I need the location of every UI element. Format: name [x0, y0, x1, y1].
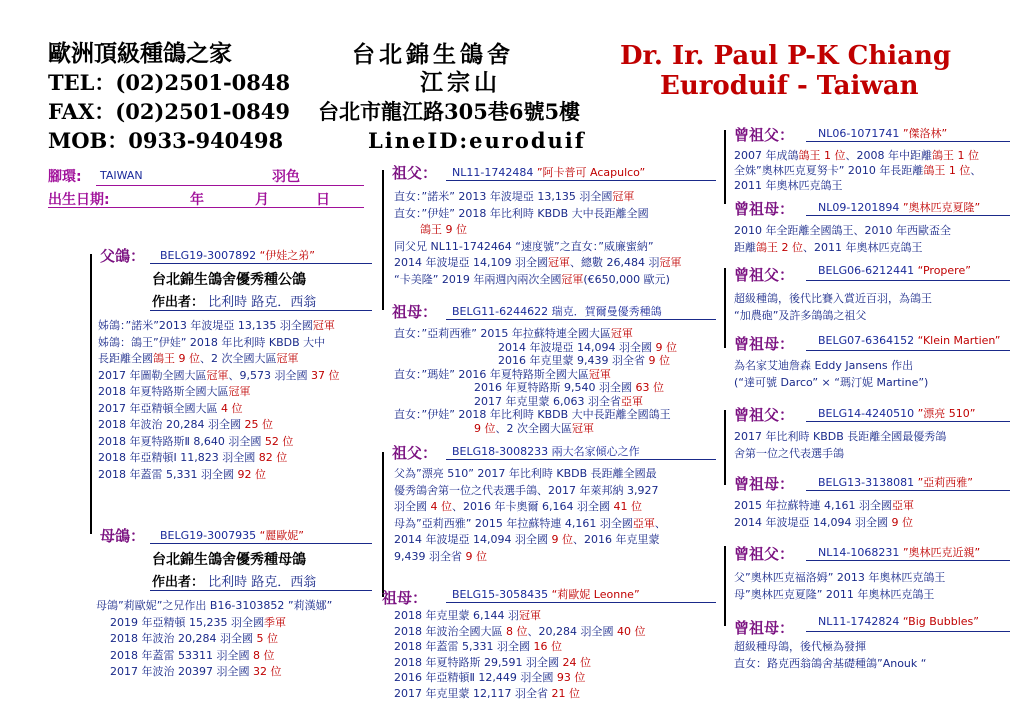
ggp3-ring: BELG14-4240510 ”漂亮 510”: [818, 407, 976, 420]
gm1-line: 2017 年克里蒙 6,063 羽全省亞軍: [474, 394, 643, 408]
ggm2-ring: BELG07-6364152 “Klein Martien”: [818, 334, 1001, 347]
dam-ring: BELG19-3007935 “麗歐妮”: [160, 529, 305, 542]
gm2-line: 2018 年克里蒙 6,144 羽冠軍: [394, 609, 541, 622]
ggp1-lines: [734, 148, 981, 193]
gm2-line: 2017 年克里蒙 12,117 羽全省 21 位: [394, 686, 580, 700]
ggp4-line: 母”奧林匹克夏隆” 2011 年奧林匹克鴿王: [734, 588, 935, 601]
ggm4-role: 曾祖母：: [734, 619, 795, 637]
gm2-line: 2018 年夏特路斯 29,591 羽全國 24 位: [394, 655, 591, 669]
gp1-line: 2014 年波堤亞 14,109 羽全國冠軍、總數 26,484 羽冠軍: [394, 256, 682, 269]
ggp1-ring: NL06-1071741 ”傑洛林”: [818, 127, 948, 140]
header-mob: MOB：0933-940498: [48, 128, 284, 153]
sire-line: 長距離全國鴿王 9 位、2 次全國大區冠軍: [98, 352, 299, 365]
tree-line-sire: [382, 170, 384, 310]
header-left-title: 歐洲頂級種鴿之家: [48, 40, 232, 67]
dam-author: 作出者： 比利時 路克．西翁: [152, 575, 317, 590]
dob-month: 月: [255, 192, 269, 208]
gp2-lines: [394, 466, 666, 565]
header-owner-name: 江宗山: [420, 69, 501, 96]
gp1-line: 直女：”伊娃” 2018 年比利時 KBDB 大中長距離全國: [394, 206, 649, 220]
ggp2-line: “加農砲”及許多鴿鴿之祖父: [734, 309, 867, 322]
gp1-line: 同父兄 NL11-1742464 “速度號”之直女：”威廉蜜納”: [394, 239, 654, 253]
gp2-ring: BELG18-3008233 兩大名家傾心之作: [452, 445, 640, 458]
gp2-line: 優秀鴿舍第一位之代表選手鴿、2017 年萊邦納 3,927: [394, 483, 659, 497]
header-fax: FAX：(02)2501-0849: [48, 99, 290, 124]
ggm1-line: 2010 年全距離全國鴿王、2010 年西歐盃全: [734, 224, 951, 237]
gp1-line: 直女：”諾米” 2013 年波堤亞 13,135 羽全國冠軍: [394, 190, 635, 203]
ggp4-role: 曾祖父：: [734, 545, 795, 563]
ggm4-line: 超級種母鴿，後代極為發揮: [734, 640, 866, 653]
gm1-line: 直女：”亞莉西雅” 2015 年拉蘇特連全國大區冠軍: [394, 327, 633, 340]
ring-label: 腳環:: [48, 169, 82, 185]
ggm1-line: 距離鴿王 2 位、2011 年奧林匹克鴿王: [734, 241, 923, 254]
ggp4-ring: NL14-1068231 ”奧林匹克近親”: [818, 546, 981, 559]
sire-line: 2018 年蓋雷 5,331 羽全國 92 位: [98, 467, 266, 481]
ggp2-lines: [734, 290, 932, 324]
gp2-line: 父為”漂亮 510” 2017 年比利時 KBDB 長距離全國最: [394, 467, 657, 480]
gm2-line: 2018 年蓋雷 5,331 羽全國 16 位: [394, 640, 562, 653]
gm2-ring: BELG15-3058435 “莉歐妮 Leonne”: [452, 588, 640, 601]
gp2-line: 羽全國 4 位、2016 年卡奧爾 6,164 羽全國 41 位: [394, 500, 642, 513]
header-loft-name: 台北錦生鴿舍: [352, 41, 514, 68]
ring-value: TAIWAN: [100, 169, 143, 182]
header-euroduif: Euroduif - Taiwan: [660, 71, 919, 101]
dam-lines: [96, 598, 332, 681]
ggm3-lines: [734, 497, 914, 531]
tree-line-dam: [382, 452, 384, 597]
sire-line: 2017 年亞精頓全國大區 4 位: [98, 401, 243, 415]
header-address: 台北市龍江路305巷6號5樓: [318, 99, 581, 124]
gm1-role: 祖母：: [392, 303, 438, 321]
ggp3-line: 2017 年比利時 KBDB 長距離全國最優秀鴿: [734, 430, 947, 443]
ggm1-lines: [734, 222, 951, 256]
ggm2-line: (“達可號 Darco” × “瑪汀妮 Martine”): [734, 376, 929, 389]
sire-role: 父鴿：: [100, 247, 146, 265]
tree-line-gp1: [724, 130, 726, 204]
gm1-line: 2014 年波堤亞 14,094 羽全國 9 位: [498, 340, 677, 354]
gp2-role: 祖父：: [392, 444, 438, 462]
ggp1-line: 2007 年成鴿鴿王 1 位、2008 年中距離鴿王 1 位: [734, 149, 979, 162]
ggm4-lines: [734, 638, 926, 672]
sire-author: 作出者： 比利時 路克．西翁: [152, 295, 317, 310]
sire-line: 2018 年亞精頓Ⅰ 11,823 羽全國 82 位: [98, 451, 288, 464]
header-doctor-name: Dr. Ir. Paul P-K Chiang: [620, 41, 952, 71]
ggm1-role: 曾祖母：: [734, 200, 795, 218]
tree-line-root: [90, 254, 92, 534]
dam-line: 2017 年波治 20397 羽全國 32 位: [110, 665, 282, 678]
gp1-line: “卡美隆” 2019 年兩週內兩次全國冠軍(€650,000 歐元): [394, 272, 670, 286]
sire-line: 姊鴿：鴿王”伊娃” 2018 年比利時 KBDB 大中: [98, 335, 326, 349]
gm1-line: 9 位、2 次全國大區冠軍: [474, 421, 594, 435]
dam-role: 母鴿：: [100, 527, 146, 545]
dam-title: 台北錦生鴿舍優秀種母鴿: [152, 552, 306, 568]
gm1-line: 直女：”伊娃” 2018 年比利時 KBDB 大中長距離全國鴿王: [394, 408, 671, 421]
gm2-lines: [394, 608, 645, 701]
sire-line: 姊鴿：”諾米”2013 年波堤亞 13,135 羽全國冠軍: [98, 319, 335, 332]
tree-line-gp2: [724, 410, 726, 485]
ggp2-role: 曾祖父：: [734, 266, 795, 284]
sire-title: 台北錦生鴿舍優秀種公鴿: [152, 272, 306, 288]
gp1-role: 祖父：: [392, 164, 438, 182]
gp1-ring: NL11-1742484 ”阿卡普可 Acapulco”: [452, 166, 646, 179]
ggp1-line: 全姝”奧林匹克夏努卡” 2010 年長距離鴿王 1 位、: [734, 164, 982, 177]
ggm2-line: 為名家艾迪詹森 Eddy Jansens 作出: [734, 359, 914, 372]
dam-line: 2018 年波治 20,284 羽全國 5 位: [110, 632, 278, 645]
gp1-line: 鴿王 9 位: [420, 223, 467, 236]
sire-ring: BELG19-3007892 “伊娃之弟”: [160, 249, 316, 262]
ggp1-line: 2011 年奧林匹克鴿王: [734, 179, 843, 192]
gp2-line: 2014 年波堤亞 14,094 羽全國 9 位、2016 年克里蒙: [394, 533, 660, 546]
tree-line-gm2: [724, 546, 726, 626]
ggm4-ring: NL11-1742824 “Big Bubbles”: [818, 615, 979, 628]
ggp2-ring: BELG06-6212441 “Propere”: [818, 264, 971, 277]
ggp2-line: 超級種鴿，後代比賽入賞近百羽，為鴿王: [734, 292, 932, 305]
dam-line: 2018 年蓋雷 53311 羽全國 8 位: [110, 648, 275, 662]
dob-year: 年: [190, 192, 204, 208]
gm1-line: 2016 年夏特路斯 9,540 羽全國 63 位: [474, 381, 664, 394]
ggm1-ring: NL09-1201894 ”奧林匹克夏隆”: [818, 201, 981, 214]
gm2-role: 祖母：: [382, 589, 428, 607]
gp1-lines: [394, 189, 681, 288]
sire-line: 2017 年圖勒全國大區冠軍、9,573 羽全國 37 位: [98, 368, 340, 382]
sire-lines: [98, 318, 339, 483]
gm1-line: 直女：”瑪娃” 2016 年夏特路斯全國大區冠軍: [394, 367, 611, 381]
ggm4-line: 直女：路克西翁鴿舍基礎種鴿”Anouk “: [734, 657, 927, 670]
gm1-line: 2016 年克里蒙 9,439 羽全省 9 位: [498, 354, 670, 367]
ggp3-role: 曾祖父：: [734, 406, 795, 424]
ggp1-role: 曾祖父：: [734, 126, 795, 144]
sire-line: 2018 年夏特路斯Ⅱ 8,640 羽全國 52 位: [98, 434, 294, 448]
sire-line: 2018 年夏特路斯全國大區冠軍: [98, 385, 251, 398]
gp2-line: 9,439 羽全省 9 位: [394, 549, 487, 563]
ggp4-lines: [734, 569, 945, 603]
sire-line: 2018 年波治 20,284 羽全國 25 位: [98, 418, 273, 431]
ggm2-lines: [734, 357, 928, 391]
gm1-lines: [394, 327, 677, 435]
gp2-line: 母為”亞莉西雅” 2015 年拉蘇特連 4,161 羽全國亞軍、: [394, 516, 666, 530]
dam-line: 2019 年亞精頓 15,235 羽全國季軍: [110, 615, 286, 629]
ggm3-ring: BELG13-3138081 ”亞莉西雅”: [818, 476, 974, 489]
ggm3-role: 曾祖母：: [734, 475, 795, 493]
ggp3-line: 舍第一位之代表選手鴿: [734, 447, 844, 460]
ggp4-line: 父”奧林匹克福洛姆” 2013 年奧林匹克鴿王: [734, 571, 946, 584]
gm1-ring: BELG11-6244622 瑞克．賀爾曼優秀種鴿: [452, 305, 662, 318]
ggm3-line: 2014 年波堤亞 14,094 羽全國 9 位: [734, 516, 913, 529]
header-tel: TEL：(02)2501-0848: [48, 70, 291, 95]
gm2-line: 2018 年波治全國大區 8 位、20,284 羽全國 40 位: [394, 624, 646, 638]
color-label: 羽色: [272, 169, 300, 185]
ggp3-lines: [734, 428, 946, 462]
ggm2-role: 曾祖母：: [734, 335, 795, 353]
dob-label: 出生日期:: [48, 192, 110, 208]
dob-day: 日: [316, 192, 330, 208]
header-line-id: LineID:euroduif: [368, 128, 586, 153]
dam-line: 母鴿”莉歐妮”之兄作出 B16-3103852 ”莉漢娜”: [96, 599, 333, 612]
ggm3-line: 2015 年拉蘇特連 4,161 羽全國亞軍: [734, 499, 914, 512]
tree-line-gm1: [724, 268, 726, 348]
gm2-line: 2016 年亞精頓Ⅱ 12,449 羽全國 93 位: [394, 671, 586, 684]
